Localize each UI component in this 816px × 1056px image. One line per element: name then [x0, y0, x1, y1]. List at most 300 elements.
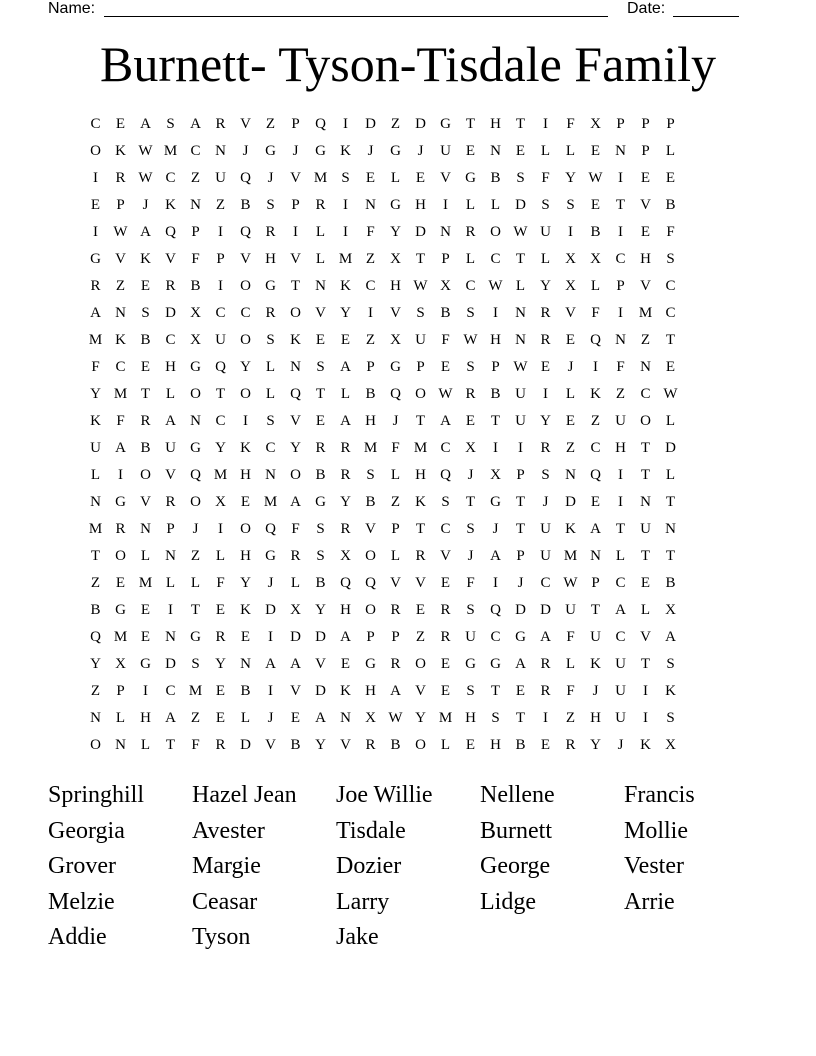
grid-letter: P: [616, 278, 625, 294]
grid-letter: Q: [190, 467, 201, 483]
grid-row: [83, 381, 733, 408]
grid-letter: J: [567, 359, 574, 375]
word-list-item: Springhill: [48, 782, 145, 808]
grid-letter: T: [215, 386, 226, 402]
grid-letter: E: [340, 656, 351, 672]
grid-letter: L: [390, 548, 401, 564]
grid-letter: T: [515, 116, 526, 132]
grid-letter: L: [465, 251, 476, 267]
grid-letter: A: [315, 710, 326, 726]
grid-letter: G: [190, 629, 201, 645]
grid-letter: T: [665, 548, 676, 564]
grid-letter: D: [540, 602, 551, 618]
grid-letter: V: [290, 683, 301, 699]
grid-letter: R: [465, 224, 476, 240]
grid-letter: E: [590, 143, 601, 159]
grid-letter: U: [540, 548, 551, 564]
grid-letter: S: [466, 683, 475, 699]
grid-letter: H: [240, 548, 251, 564]
grid-letter: E: [315, 413, 326, 429]
grid-letter: C: [90, 116, 101, 132]
grid-letter: K: [165, 197, 176, 213]
grid-letter: G: [190, 359, 201, 375]
grid-row: [83, 570, 733, 597]
grid-letter: X: [190, 332, 201, 348]
grid-letter: A: [115, 440, 126, 456]
grid-letter: O: [190, 386, 201, 402]
grid-letter: L: [540, 143, 551, 159]
grid-letter: L: [665, 413, 676, 429]
grid-letter: M: [438, 710, 453, 726]
grid-row: [83, 489, 733, 516]
grid-letter: E: [115, 116, 126, 132]
grid-letter: S: [316, 521, 325, 537]
grid-letter: X: [390, 251, 401, 267]
grid-letter: I: [543, 710, 548, 726]
grid-letter: P: [291, 197, 300, 213]
grid-letter: P: [516, 548, 525, 564]
grid-letter: K: [640, 737, 651, 753]
grid-letter: I: [343, 224, 348, 240]
word-list-item: Burnett: [480, 817, 552, 844]
grid-letter: I: [293, 224, 298, 240]
grid-letter: Q: [390, 386, 401, 402]
grid-letter: G: [465, 656, 476, 672]
grid-letter: R: [140, 413, 151, 429]
grid-letter: U: [615, 656, 626, 672]
grid-letter: U: [215, 170, 226, 186]
grid-letter: U: [440, 143, 451, 159]
grid-letter: T: [140, 386, 151, 402]
grid-letter: R: [540, 440, 551, 456]
grid-letter: Y: [215, 440, 226, 456]
grid-letter: E: [515, 143, 526, 159]
grid-letter: B: [140, 332, 151, 348]
grid-letter: A: [440, 413, 451, 429]
grid-letter: I: [618, 224, 623, 240]
grid-letter: L: [615, 548, 626, 564]
grid-letter: N: [615, 332, 626, 348]
grid-letter: X: [665, 602, 676, 618]
grid-letter: B: [590, 224, 601, 240]
grid-letter: S: [466, 521, 475, 537]
grid-letter: F: [566, 683, 575, 699]
grid-letter: U: [515, 413, 526, 429]
grid-letter: R: [90, 278, 101, 294]
grid-letter: G: [390, 197, 401, 213]
grid-letter: N: [615, 143, 626, 159]
grid-row: [83, 246, 733, 273]
grid-letter: V: [390, 305, 401, 321]
grid-row: [83, 678, 733, 705]
grid-letter: S: [341, 170, 350, 186]
grid-letter: M: [263, 494, 278, 510]
grid-letter: U: [615, 683, 626, 699]
grid-letter: X: [590, 251, 601, 267]
grid-letter: T: [415, 251, 426, 267]
grid-letter: P: [491, 359, 500, 375]
grid-letter: V: [140, 494, 151, 510]
page-title: Burnett- Tyson-Tisdale Family: [100, 36, 716, 92]
grid-letter: T: [640, 548, 651, 564]
grid-letter: V: [240, 251, 251, 267]
grid-letter: C: [190, 143, 201, 159]
grid-letter: W: [563, 575, 578, 591]
grid-letter: Z: [90, 683, 101, 699]
grid-letter: S: [541, 197, 550, 213]
grid-letter: X: [340, 548, 351, 564]
grid-letter: K: [340, 143, 351, 159]
grid-letter: M: [313, 170, 328, 186]
grid-letter: Y: [215, 656, 226, 672]
grid-letter: V: [240, 116, 251, 132]
grid-letter: J: [142, 197, 149, 213]
word-list-item: Mollie: [624, 817, 688, 844]
grid-letter: S: [466, 359, 475, 375]
grid-letter: J: [467, 548, 474, 564]
word-list-item: Larry: [336, 888, 390, 915]
grid-letter: A: [190, 116, 201, 132]
grid-letter: E: [440, 359, 451, 375]
grid-letter: O: [140, 467, 151, 483]
word-list-item: Dozier: [336, 853, 402, 879]
grid-letter: O: [365, 548, 376, 564]
grid-letter: I: [543, 386, 548, 402]
grid-letter: R: [215, 116, 226, 132]
grid-letter: E: [665, 170, 676, 186]
grid-letter: D: [315, 683, 326, 699]
grid-letter: E: [215, 683, 226, 699]
grid-letter: L: [265, 386, 276, 402]
grid-letter: R: [440, 629, 451, 645]
word-list-item: Avester: [192, 817, 265, 844]
grid-letter: C: [165, 332, 176, 348]
grid-letter: H: [240, 467, 251, 483]
grid-letter: S: [666, 710, 675, 726]
grid-letter: O: [240, 386, 251, 402]
grid-letter: F: [291, 521, 300, 537]
grid-letter: N: [240, 656, 251, 672]
grid-letter: T: [465, 116, 476, 132]
word-list-item: Margie: [192, 853, 261, 879]
grid-letter: I: [218, 521, 223, 537]
grid-letter: F: [91, 359, 100, 375]
grid-letter: W: [463, 332, 478, 348]
grid-letter: V: [340, 737, 351, 753]
grid-letter: Z: [390, 116, 401, 132]
grid-letter: K: [340, 683, 351, 699]
grid-letter: L: [90, 467, 101, 483]
grid-letter: I: [443, 197, 448, 213]
grid-letter: K: [415, 494, 426, 510]
grid-row: [83, 219, 733, 246]
grid-letter: O: [640, 413, 651, 429]
grid-letter: I: [343, 197, 348, 213]
grid-letter: U: [590, 629, 601, 645]
grid-letter: O: [365, 602, 376, 618]
grid-letter: E: [240, 494, 251, 510]
grid-letter: R: [440, 602, 451, 618]
grid-letter: P: [666, 116, 675, 132]
grid-letter: G: [440, 116, 451, 132]
grid-letter: P: [441, 251, 450, 267]
grid-letter: T: [665, 332, 676, 348]
grid-letter: Y: [240, 359, 251, 375]
grid-letter: Q: [215, 359, 226, 375]
grid-letter: P: [116, 197, 125, 213]
grid-letter: X: [390, 332, 401, 348]
word-list-item: Arrie: [624, 888, 675, 915]
grid-letter: G: [115, 494, 126, 510]
grid-letter: F: [541, 170, 550, 186]
grid-letter: P: [391, 629, 400, 645]
grid-letter: Q: [240, 170, 251, 186]
grid-letter: C: [215, 413, 226, 429]
grid-letter: A: [140, 116, 151, 132]
grid-letter: L: [340, 386, 351, 402]
grid-letter: Z: [565, 710, 576, 726]
grid-letter: V: [440, 548, 451, 564]
grid-letter: N: [340, 710, 351, 726]
grid-letter: A: [490, 548, 501, 564]
grid-row: [83, 705, 733, 732]
grid-letter: U: [615, 710, 626, 726]
grid-letter: J: [267, 575, 274, 591]
grid-letter: I: [618, 305, 623, 321]
grid-letter: H: [265, 251, 276, 267]
grid-letter: R: [340, 440, 351, 456]
grid-letter: E: [465, 737, 476, 753]
grid-letter: B: [315, 575, 326, 591]
grid-letter: W: [138, 143, 153, 159]
grid-letter: Z: [190, 170, 201, 186]
grid-letter: B: [440, 305, 451, 321]
grid-letter: F: [391, 440, 400, 456]
grid-letter: H: [615, 440, 626, 456]
grid-letter: I: [618, 170, 623, 186]
grid-letter: Z: [390, 494, 401, 510]
grid-letter: C: [165, 170, 176, 186]
grid-letter: I: [243, 413, 248, 429]
grid-letter: R: [390, 656, 401, 672]
grid-letter: Q: [165, 224, 176, 240]
grid-letter: L: [290, 575, 301, 591]
grid-letter: G: [515, 629, 526, 645]
grid-letter: U: [465, 629, 476, 645]
grid-letter: E: [640, 170, 651, 186]
grid-letter: K: [240, 440, 251, 456]
grid-letter: H: [390, 278, 401, 294]
grid-letter: U: [165, 440, 176, 456]
grid-letter: E: [540, 737, 551, 753]
grid-letter: P: [291, 116, 300, 132]
grid-letter: S: [666, 656, 675, 672]
grid-letter: L: [315, 224, 326, 240]
grid-letter: V: [290, 170, 301, 186]
grid-letter: D: [315, 629, 326, 645]
grid-letter: D: [165, 656, 176, 672]
grid-letter: T: [190, 602, 201, 618]
grid-letter: T: [490, 413, 501, 429]
grid-letter: F: [191, 251, 200, 267]
grid-letter: I: [368, 305, 373, 321]
grid-letter: F: [566, 116, 575, 132]
grid-letter: A: [340, 413, 351, 429]
grid-letter: O: [90, 143, 101, 159]
grid-letter: X: [490, 467, 501, 483]
name-blank-line: [104, 16, 608, 17]
grid-letter: V: [640, 197, 651, 213]
grid-letter: L: [315, 251, 326, 267]
grid-letter: V: [165, 467, 176, 483]
grid-letter: K: [565, 521, 576, 537]
grid-letter: I: [568, 224, 573, 240]
word-list-item: Vester: [624, 853, 684, 879]
grid-letter: E: [540, 359, 551, 375]
grid-letter: T: [290, 278, 301, 294]
grid-letter: W: [438, 386, 453, 402]
grid-letter: C: [615, 575, 626, 591]
grid-letter: A: [590, 521, 601, 537]
grid-letter: Z: [590, 413, 601, 429]
grid-letter: E: [565, 413, 576, 429]
grid-letter: G: [265, 548, 276, 564]
grid-letter: B: [90, 602, 101, 618]
grid-letter: T: [415, 521, 426, 537]
grid-letter: C: [165, 683, 176, 699]
grid-letter: I: [343, 116, 348, 132]
grid-letter: O: [290, 467, 301, 483]
grid-letter: H: [465, 710, 476, 726]
grid-letter: T: [315, 386, 326, 402]
grid-letter: N: [565, 467, 576, 483]
grid-letter: J: [392, 413, 399, 429]
grid-letter: M: [138, 575, 153, 591]
grid-letter: N: [115, 305, 126, 321]
grid-letter: E: [515, 683, 526, 699]
grid-letter: Q: [590, 332, 601, 348]
grid-letter: Y: [390, 224, 401, 240]
word-list-item: Tyson: [192, 924, 251, 950]
grid-letter: C: [215, 305, 226, 321]
grid-letter: K: [90, 413, 101, 429]
grid-letter: P: [641, 116, 650, 132]
grid-letter: D: [365, 116, 376, 132]
grid-letter: E: [365, 170, 376, 186]
grid-letter: W: [513, 224, 528, 240]
grid-row: [83, 435, 733, 462]
grid-letter: P: [616, 116, 625, 132]
grid-letter: D: [415, 224, 426, 240]
grid-letter: Q: [340, 575, 351, 591]
grid-letter: N: [515, 305, 526, 321]
grid-letter: O: [240, 278, 251, 294]
grid-letter: V: [415, 575, 426, 591]
grid-letter: E: [340, 332, 351, 348]
grid-letter: M: [413, 440, 428, 456]
grid-letter: R: [215, 629, 226, 645]
grid-letter: R: [165, 494, 176, 510]
grid-letter: P: [191, 224, 200, 240]
grid-letter: T: [615, 521, 626, 537]
grid-letter: D: [290, 629, 301, 645]
grid-letter: L: [465, 197, 476, 213]
grid-letter: S: [541, 467, 550, 483]
grid-letter: I: [593, 359, 598, 375]
grid-letter: Z: [365, 251, 376, 267]
grid-letter: Z: [190, 548, 201, 564]
grid-letter: O: [90, 737, 101, 753]
grid-letter: M: [113, 629, 128, 645]
grid-letter: A: [340, 359, 351, 375]
grid-row: [83, 624, 733, 651]
grid-letter: I: [493, 305, 498, 321]
grid-letter: C: [615, 251, 626, 267]
grid-letter: L: [240, 710, 251, 726]
grid-letter: O: [190, 494, 201, 510]
grid-letter: P: [416, 359, 425, 375]
grid-letter: G: [490, 656, 501, 672]
name-label: Name:: [48, 0, 96, 17]
grid-letter: I: [268, 683, 273, 699]
grid-letter: U: [540, 224, 551, 240]
grid-letter: N: [290, 359, 301, 375]
grid-letter: T: [640, 656, 651, 672]
grid-letter: B: [240, 683, 251, 699]
grid-letter: R: [340, 467, 351, 483]
grid-letter: E: [315, 332, 326, 348]
grid-letter: F: [216, 575, 225, 591]
grid-letter: B: [140, 440, 151, 456]
grid-letter: F: [116, 413, 125, 429]
grid-letter: F: [191, 737, 200, 753]
grid-letter: X: [440, 278, 451, 294]
word-list-item: Ceasar: [192, 888, 258, 915]
grid-letter: D: [265, 602, 276, 618]
grid-letter: M: [113, 386, 128, 402]
grid-letter: V: [165, 251, 176, 267]
grid-letter: E: [465, 143, 476, 159]
grid-letter: N: [365, 197, 376, 213]
grid-letter: P: [641, 143, 650, 159]
grid-letter: P: [591, 575, 600, 591]
grid-letter: H: [415, 197, 426, 213]
grid-letter: E: [640, 575, 651, 591]
grid-letter: Y: [590, 737, 601, 753]
grid-letter: V: [290, 251, 301, 267]
grid-letter: C: [590, 440, 601, 456]
grid-letter: G: [265, 143, 276, 159]
grid-letter: Q: [265, 521, 276, 537]
grid-letter: P: [116, 683, 125, 699]
word-list-item: Hazel Jean: [192, 782, 297, 808]
word-list-item: Addie: [48, 924, 107, 950]
grid-letter: U: [540, 521, 551, 537]
grid-letter: R: [540, 332, 551, 348]
grid-letter: S: [266, 413, 275, 429]
grid-letter: N: [165, 629, 176, 645]
grid-letter: B: [665, 197, 676, 213]
grid-row: [83, 327, 733, 354]
grid-row: [83, 165, 733, 192]
grid-letter: V: [265, 737, 276, 753]
grid-letter: P: [516, 467, 525, 483]
word-list-item: Jake: [336, 924, 379, 950]
grid-letter: E: [240, 629, 251, 645]
grid-letter: N: [515, 332, 526, 348]
grid-letter: U: [640, 521, 651, 537]
grid-letter: E: [140, 359, 151, 375]
